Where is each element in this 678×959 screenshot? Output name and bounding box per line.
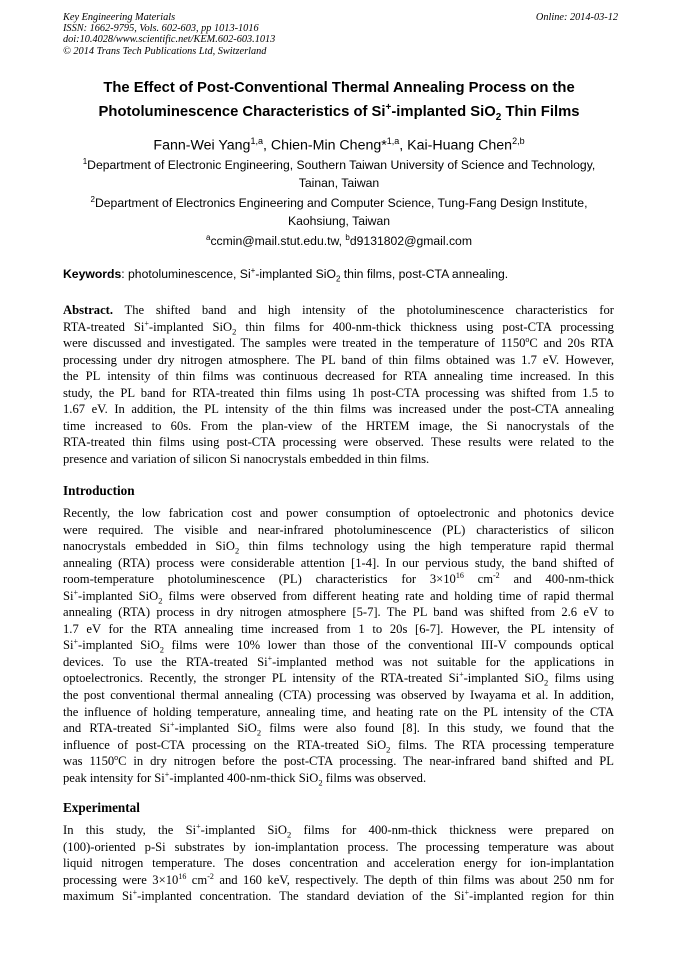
abstract: Abstract. The shifted band and high intensity of the photoluminescence characteristics for RTA-treated Si+-implanted SiO$_2$ thin films for 400-nm-thick thickness using post-CTA processing were discussed and investigated. The samples were treated in the temperature of 1150$^o$C and 20s RTA processing under dry nitrogen atmosphere. The PL band of thin films obtained was 1.7 eV. However, the PL intensity of thin films was continuous decreased for RTA annealing time increased. In this study, the PL band for RTA-treated thin films using 1h post-CTA processing was shifted from 1.5 to 1.67 eV. In addition, the PL intensity of the thin films was increased under the post-CTA annealing time increased to 60s. From the plan-view of the HRTEM image, the Si nanocrystals of the RTA-treated thin films using post-CTA processing were observed. These results were related to the presence and variation of silicon Si nanocrystals embedded in thin films. [63, 303, 614, 466]
issn: ISSN: 1662-9795, Vols. 602-603, pp 1013-1016 [63, 23, 259, 35]
email-link-a[interactable]: ccmin@mail.stut.edu.tw, [210, 234, 346, 249]
paper-title: The Effect of Post-Conventional Thermal Annealing Process on the Photoluminescence Characteristics of Si+-implanted SiO$_2$ Thin Films [98, 80, 580, 123]
email-link-b[interactable]: d9131802@gmail.com [349, 234, 472, 249]
journal-name: Key Engineering Materials [63, 12, 176, 23]
author-list: Fann-Wei Yang$^{1,a}$, Chien-Min Cheng*$^{1,a}$, Kai-Huang Chen$^{2,b}$ [153, 136, 525, 154]
experimental-body: In this study, the Si+-implanted SiO$_2$ films for 400-nm-thick thickness were prepared on (100)-oriented p-Si substrates by ion-implantation process. The processing temperature was about liquid nitrogen temperature. The doses concentration and acceleration energy for ion-implantation processing were $3\times 10^{16}$ $cm^{-2}$ and 160 keV, respectively. The depth of thin films was about 250 nm for maximum Si+-implanted concentration. The standard deviation of the Si+-implanted region for thin [63, 821, 614, 904]
keywords: Keywords: photoluminescence, Si+-implanted SiO$_2$ thin films, post-CTA annealing. [63, 266, 509, 284]
journal-header [63, 12, 618, 57]
introduction-body: Recently, the low fabrication cost and power consumption of optoelectronic and photonics device were required. The visible and near-infrared photoluminescence (PL) characteristics of silicon nanocrystals embedded in SiO$_2$ thin films technology using the high temperature rapid thermal annealing (RTA) process were considerable attention [1-4]. In our pervious study, the band shifted of room-temperature photoluminescence (PL) characteristics for $3\times 10^{16}$ $cm^{-2}$ and 400-nm-thick Si+-implanted SiO$_2$ films were observed from different heating rate and holding time of rapid thermal annealing (RTA) process in dry nitrogen atmosphere [5-7]. The PL band was shifted from 2.6 eV to 1.7 eV for the RTA annealing time increased from 1 to 20s [6-7]. However, the PL intensity of Si+-implanted SiO$_2$ films were 10% lower than those of the conventional III-V compounds optical devices. To use the RTA-treated Si+-implanted method was not suitable for the applications in optoelectronics. Recently, the stronger PL intensity of the RTA-treated Si+-implanted SiO$_2$ films using the post conventional thermal annealing (CTA) processing was observed by Iwayama et al. In addition, the influence of holding temperature, annealing time, and heating rate on the PL intensity of the CTA and RTA-treated Si+-implanted SiO$_2$ films were also found [8]. In this study, we found that the influence of post-CTA processing on the RTA-treated SiO$_2$ films. The RTA processing temperature was 1150$^o$C in dry nitrogen before the post-CTA processing. The near-infrared band shifted and PL peak intensity for Si+-implanted 400-nm-thick SiO$_2$ films was observed. [63, 506, 614, 788]
affiliation-1: $^1$Department of Electronic Engineering, Southern Taiwan University of Science and Technology, Tainan, Taiwan [82, 157, 596, 190]
affiliation-2: $^2$Department of Electronics Engineering and Computer Science, Tung-Fang Design Institute, Kaohsiung, Taiwan [90, 195, 588, 228]
section-heading-experimental: Experimental [63, 800, 140, 815]
section-heading-introduction: Introduction [63, 483, 135, 498]
copyright: © 2014 Trans Tech Publications Ltd, Switzerland [63, 45, 267, 57]
doi: doi:10.4028/www.scientific.net/KEM.602-603.1013 [63, 34, 276, 46]
online-date: Online: 2014-03-12 [535, 12, 618, 23]
author-emails: $^a$ccmin@mail.stut.edu.tw, $^b$d9131802@gmail.com [205, 233, 472, 249]
